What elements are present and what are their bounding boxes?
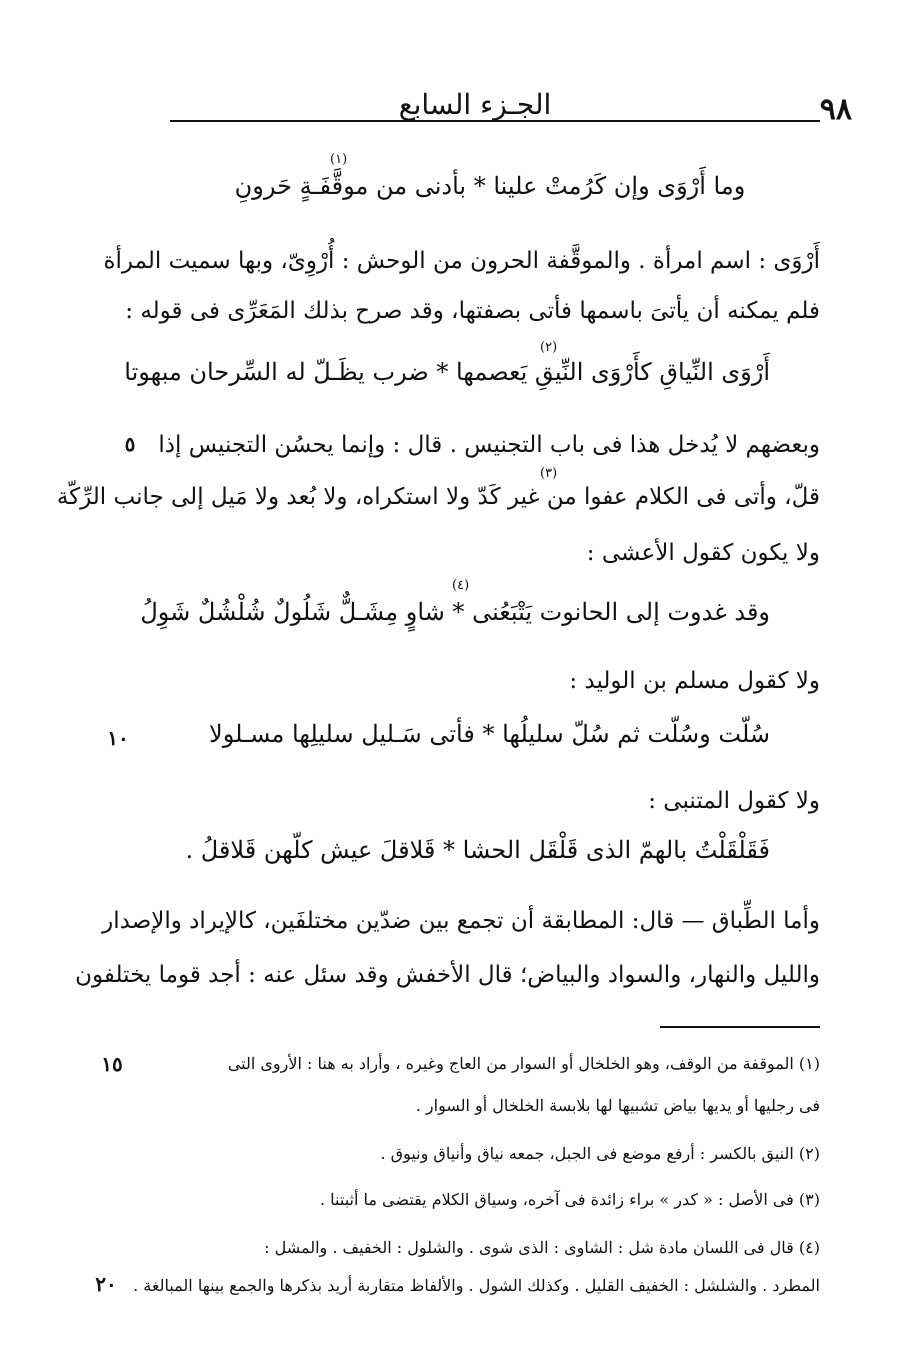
- para-3-line-1: وأما الطِّباق — قال: المطابقة أن تجمع بين ضدّين مختلفَين، كالإيراد والإصدار: [102, 908, 820, 934]
- footnote-rule: [660, 1026, 820, 1028]
- intro-line-4: ولا كقول مسلم بن الوليد :: [569, 668, 820, 694]
- header-rule: [170, 120, 820, 122]
- margin-line-number: ٥: [124, 432, 136, 456]
- page-number: ٩٨: [819, 92, 852, 127]
- para-1-line-1: أَرْوَى : اسم امرأة . والموقَّفة الحرون من الوحش : أُرْوِىّ، وبها سميت المرأة: [103, 248, 820, 274]
- footnote-4-line-1: (٤) قال فى اللسان مادة شل : الشاوى : الذى شوى . والشلول : الخفيف . والمشل :: [264, 1238, 820, 1257]
- footnote-1-line-2: فى رجليها أو يديها بياض تشبيها لها بلابسة الخلخال أو السوار .: [415, 1096, 820, 1115]
- verse-5: فَقَلْقَلْتُ بالهمّ الذى قَلْقَل الحشا * قَلاقلَ عيش كلّهن قَلاقلُ .: [185, 836, 770, 864]
- footnote-2: (٢) النيق بالكسر : أرفع موضع فى الجبل، جمعه نياق وأنياق ونيوق .: [380, 1144, 820, 1163]
- verse-2: أَرْوَى النِّياقِ كأَرْوَى النِّيقِ يَعصمها * ضرب يظَـلّ له السِّرحان مبهوتا: [124, 358, 770, 386]
- footnote-ref-3: (٣): [540, 466, 558, 481]
- para-2-line-2: قلّ، وأتى فى الكلام عفوا من غير كَدّ ولا استكراه، ولا بُعد ولا مَيل إلى جانب الرِّكّة: [56, 484, 820, 510]
- margin-line-number: ١٠: [107, 726, 129, 750]
- para-2-line-3: ولا يكون كقول الأعشى :: [586, 540, 820, 566]
- footnote-ref-1: (١): [330, 152, 348, 167]
- intro-line-5: ولا كقول المتنبى :: [648, 788, 820, 814]
- footnote-1-line-1: (١) الموقفة من الوقف، وهو الخلخال أو السوار من العاج وغيره ، وأراد به هنا : الأروى التى: [227, 1054, 820, 1073]
- footnote-3: (٣) فى الأصل : « كدر » براء زائدة فى آخره، وسياق الكلام يقتضى ما أثبتنا .: [319, 1190, 820, 1209]
- verse-1: وما أَرْوَى وإن كَرُمتْ علينا * بأدنى من موقَّفَـةٍ حَرونِ: [234, 172, 746, 200]
- verse-3: وقد غدوت إلى الحانوت يَتْبَعُنى * شاوٍ مِشَـلٌّ شَلُولٌ شُلْشُلٌ شَوِلُ: [140, 598, 770, 626]
- running-title: الجـزء السابع: [398, 88, 552, 121]
- footnote-4-line-2: المطرد . والشلشل : الخفيف القليل . وكذلك الشول . والألفاظ متقاربة أريد بذكرها والجمع بينها المبالغة .: [133, 1276, 820, 1295]
- para-3-line-2: والليل والنهار، والسواد والبياض؛ قال الأخفش وقد سئل عنه : أجد قوما يختلفون: [75, 962, 820, 988]
- verse-4: سُلّت وسُلّت ثم سُلّ سليلُها * فأتى سَـليل سليلِها مسـلولا: [209, 720, 770, 748]
- footnote-ref-2: (٢): [540, 340, 558, 355]
- footnote-ref-4: (٤): [452, 578, 470, 593]
- para-2-line-1: وبعضهم لا يُدخل هذا فى باب التجنيس . قال : وإنما يحسُن التجنيس إذا: [158, 432, 820, 458]
- para-1-line-2: فلم يمكنه أن يأتىَ باسمها فأتى بصفتها، وقد صرح بذلك المَعَرِّى فى قوله :: [125, 298, 820, 324]
- margin-line-number: ١٥: [101, 1052, 123, 1076]
- margin-line-number: ٢٠: [95, 1272, 117, 1296]
